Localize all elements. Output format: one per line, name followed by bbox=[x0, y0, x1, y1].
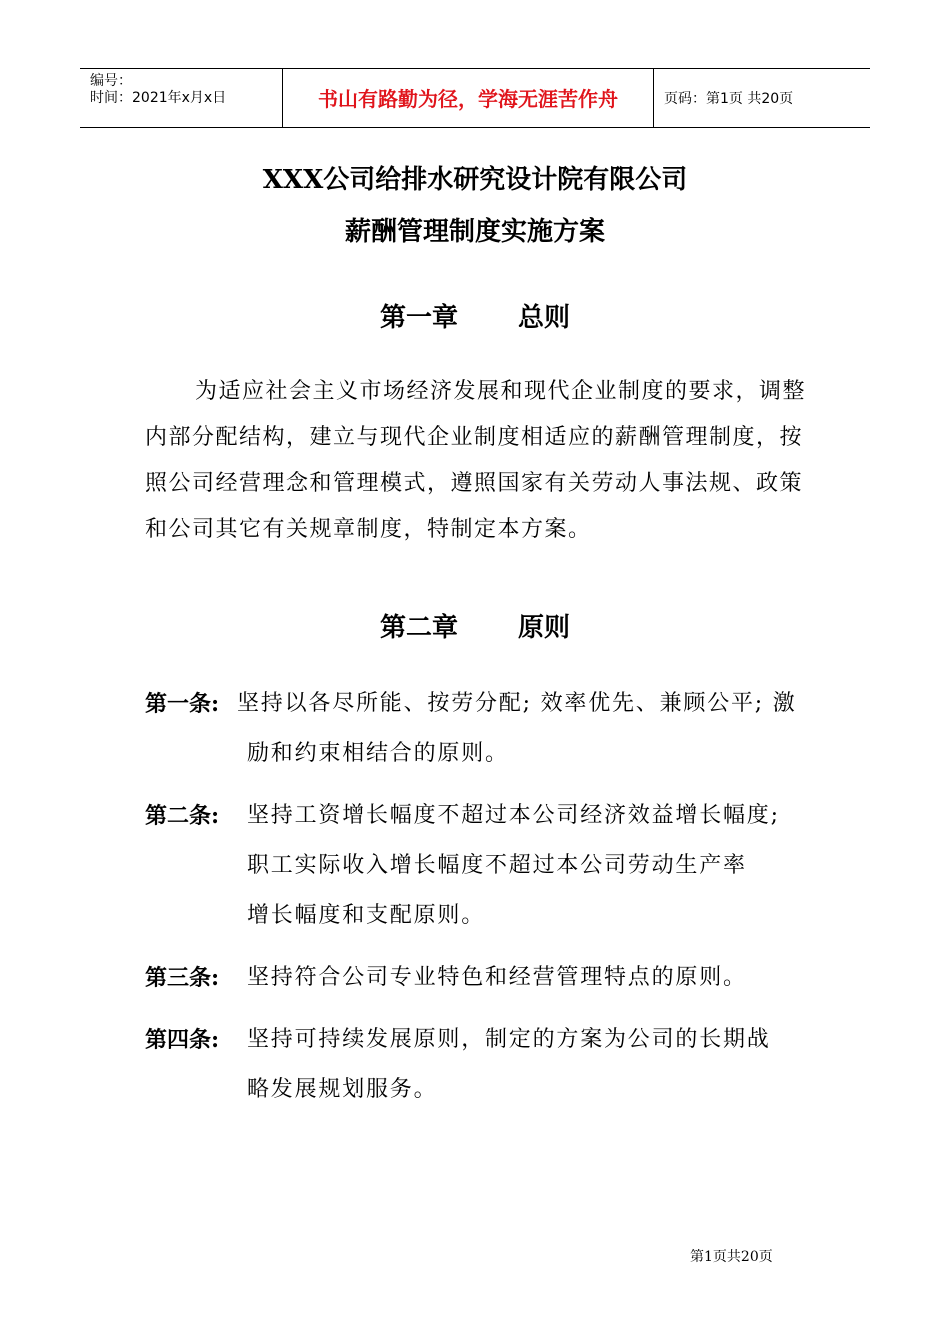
article-3-label: 第三条: bbox=[145, 965, 220, 991]
article-2-line-2: 职工实际收入增长幅度不超过本公司劳动生产率 bbox=[247, 853, 747, 878]
article-1-line-2: 励和约束相结合的原则。 bbox=[247, 741, 509, 766]
article-4-line-1: 坚持可持续发展原则，制定的方案为公司的长期战 bbox=[247, 1027, 771, 1052]
article-3-line-1: 坚持符合公司专业特色和经营管理特点的原则。 bbox=[247, 965, 747, 990]
time-label: 时间：2021年x月x日 bbox=[90, 90, 227, 106]
number-label: 编号： bbox=[90, 73, 132, 89]
header-motto-cell bbox=[282, 69, 654, 128]
document-title-line2: 薪酬管理制度实施方案 bbox=[344, 217, 605, 247]
header-left-cell bbox=[80, 69, 282, 128]
chapter-1-paragraph bbox=[145, 369, 810, 553]
article-2-line-3: 增长幅度和支配原则。 bbox=[247, 903, 486, 928]
article-4-line-2: 略发展规划服务。 bbox=[247, 1077, 438, 1102]
chapter-1-heading bbox=[0, 303, 950, 333]
chapter-1-number: 第一章 bbox=[379, 303, 458, 333]
article-4-label: 第四条: bbox=[145, 1027, 220, 1053]
document-header bbox=[80, 68, 870, 128]
motto-text: 书山有路勤为径，学海无涯苦作舟 bbox=[318, 87, 618, 111]
chapter-1-name: 总则 bbox=[518, 303, 571, 333]
chapter-2-number: 第二章 bbox=[379, 613, 458, 643]
article-2-label: 第二条: bbox=[145, 803, 220, 829]
chapter-2-name: 原则 bbox=[518, 613, 571, 643]
article-1-label: 第一条: bbox=[145, 691, 220, 717]
chapter-1-paragraph-text: 为适应社会主义市场经济发展和现代企业制度的要求，调整内部分配结构，建立与现代企业制度相适应的薪酬管理制度，按照公司经营理念和管理模式，遵照国家有关劳动人事法规、政策和公司其它有关规章制度，特制定本方案。 bbox=[145, 379, 807, 542]
header-right-cell bbox=[654, 69, 870, 128]
article-1-line-1: 坚持以各尽所能、按劳分配; 效率优先、兼顾公平; 激 bbox=[237, 691, 797, 716]
chapter-2-heading bbox=[0, 613, 950, 643]
page-footer: 第1页共20页 bbox=[690, 1249, 773, 1265]
page-label: 页码：第1页 共20页 bbox=[664, 91, 794, 107]
article-2-line-1: 坚持工资增长幅度不超过本公司经济效益增长幅度; bbox=[247, 803, 780, 828]
document-title-line1: XXX公司给排水研究设计院有限公司 bbox=[262, 165, 688, 195]
